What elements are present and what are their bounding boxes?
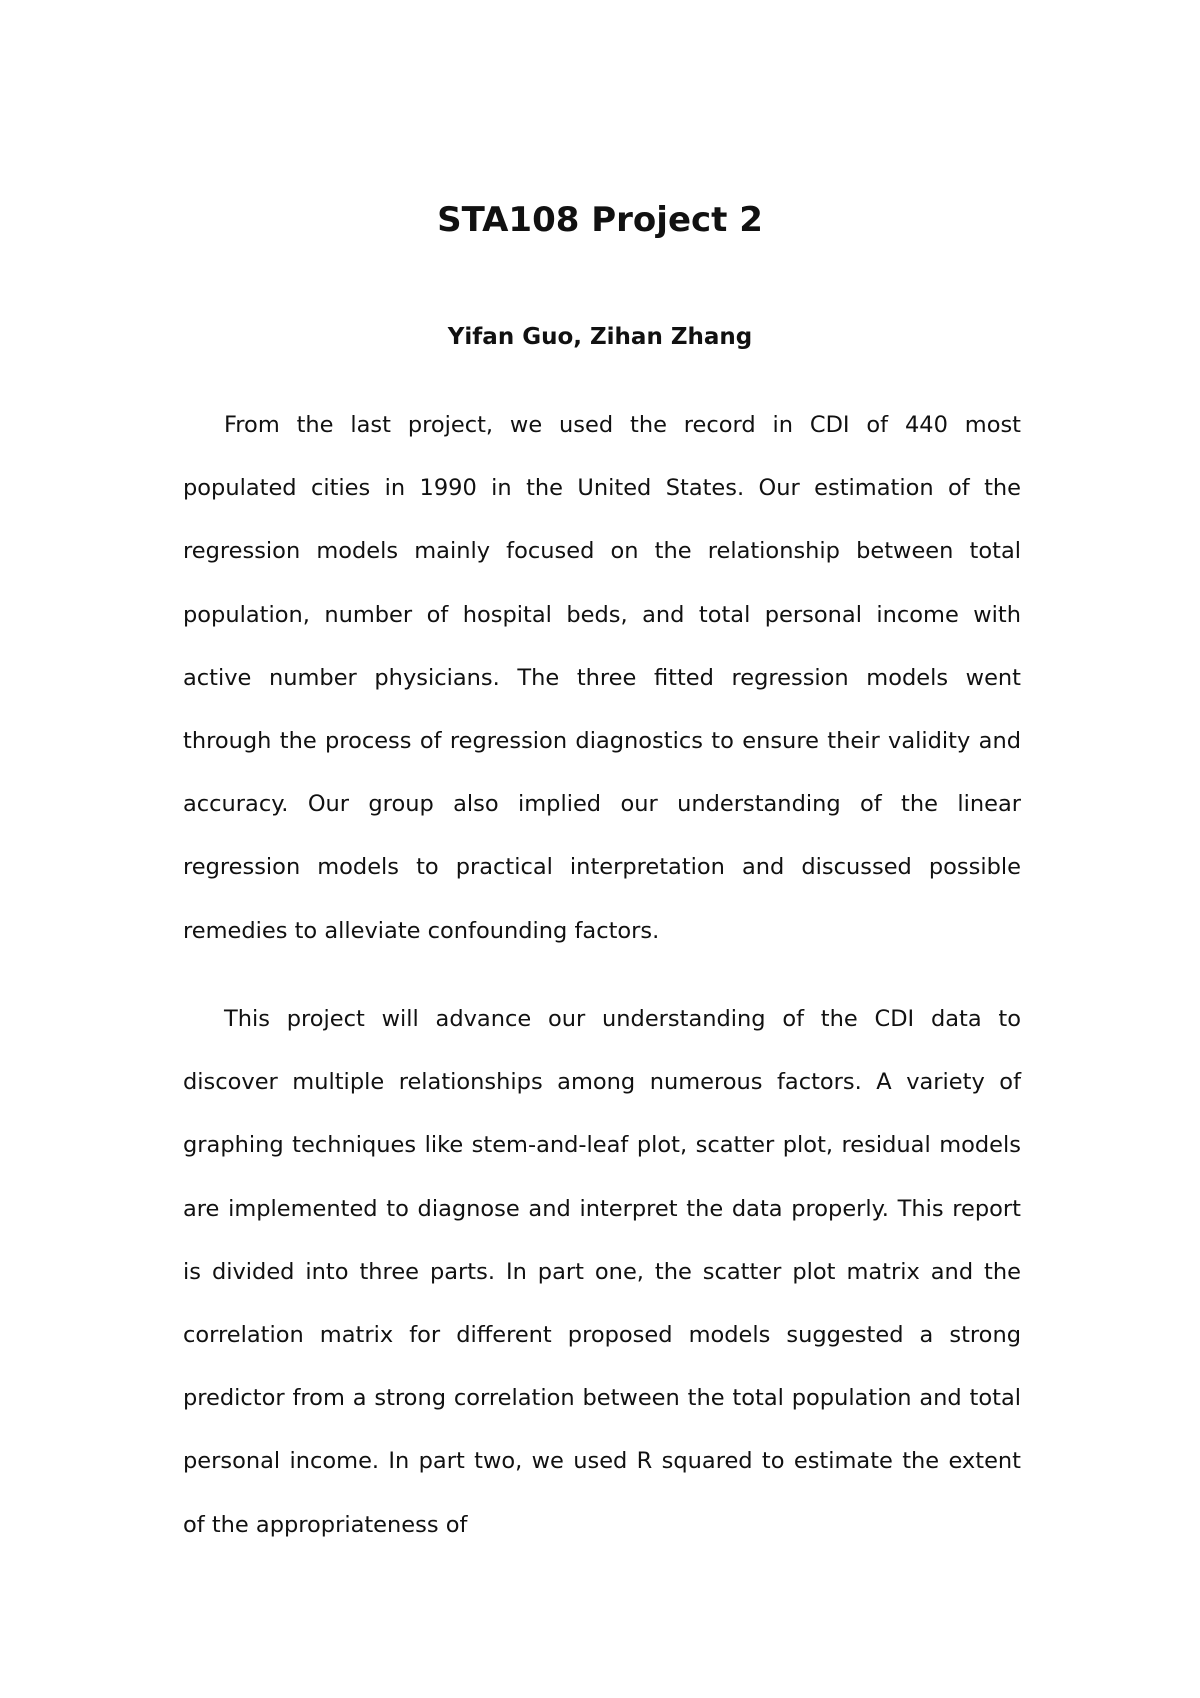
document-title: STA108 Project 2: [437, 200, 763, 240]
intro-paragraph-2: This project will advance our understanding of the CDI data to discover multiple relationships among numerous factors. A variety of graphing techniques like stem-and-leaf plot, scatter plot, residual models are implemented to diagnose and interpret the data properly. This report is divided into three parts. In part one, the scatter plot matrix and the correlation matrix for different proposed models suggested a strong predictor from a strong correlation between the total population and total personal income. In part two, we used R squared to estimate the extent of the appropriateness of: [183, 1006, 1021, 1538]
intro-paragraph-1: From the last project, we used the record in CDI of 440 most populated cities in 1990 in the United States. Our estimation of the regression models mainly focused on the relationship between total population, number of hospital beds, and total personal income with active number physicians. The three fitted regression models went through the process of regression diagnostics to ensure their validity and accuracy. Our group also implied our understanding of the linear regression models to practical interpretation and discussed possible remedies to alleviate confounding factors.: [183, 412, 1021, 944]
document-authors: Yifan Guo, Zihan Zhang: [447, 324, 753, 350]
